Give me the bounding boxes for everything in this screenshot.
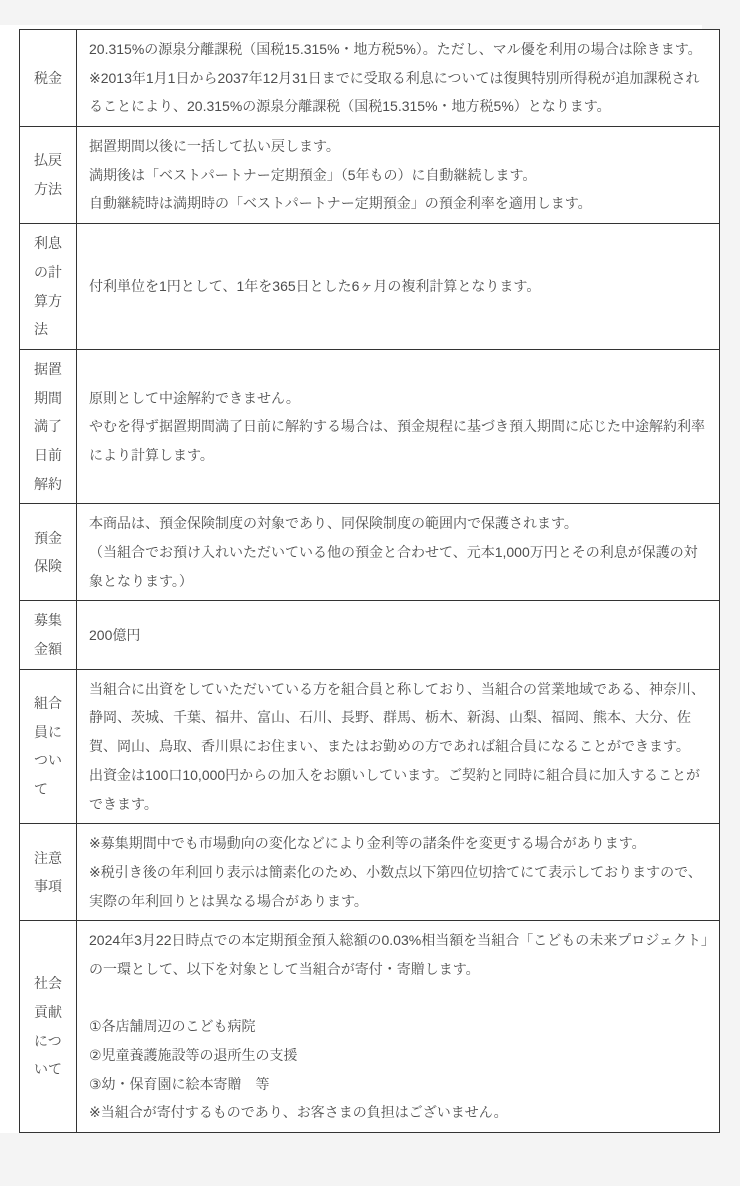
row-header-early-termination [20,349,77,503]
table-row-membership [20,669,720,823]
cell-paragraph: 20.315%の源泉分離課税（国税15.315%・地方税5%）。ただし、マル優を利用の場合は除きます。 [89,41,702,57]
table-row-social-contribution [20,921,720,1133]
table-row-tax [20,30,720,127]
cell-paragraph: ※税引き後の年利回り表示は簡素化のため、小数点以下第四位切捨てにて表示しておりますので、実際の年利回りとは異なる場合があります。 [89,863,702,909]
row-cell-notes [77,824,720,921]
row-header-label: 社会貢献について [34,975,62,1078]
cell-paragraph: 付利単位を1円として、1年を365日とした6ヶ月の複利計算となります。 [89,278,541,295]
cell-paragraph [89,984,708,1013]
cell-paragraph: 原則として中途解約できません。 [89,389,300,406]
cell-paragraph: ※2013年1月1日から2037年12月31日までに受取る利息については復興特別所得税が追加課税されることにより、20.315%の源泉分離課税（国税15.315%・地方税5%）となります。 [89,69,700,115]
table-row-interest-calculation [20,224,720,350]
row-header-refund-method [20,127,77,224]
cell-paragraph: （当組合でお預け入れいただいている他の預金と合わせて、元本1,000万円とその利息が保護の対象となります。） [89,544,698,589]
row-header-notes [20,824,77,921]
row-cell-membership [77,669,720,823]
row-header-label: 預金保険 [34,529,62,575]
row-cell-deposit-insurance [77,504,720,601]
row-header-label: 利息の計算方法 [34,235,62,338]
table-row-deposit-insurance [20,504,720,601]
cell-paragraph: やむを得ず据置期間満了日前に解約する場合は、預金規程に基づき預入期間に応じた中途解約利率により計算します。 [89,418,705,463]
cell-paragraph: 据置期間以後に一括して払い戻します。 [89,138,340,155]
row-header-interest-calculation [20,224,77,350]
content-card [0,25,708,1133]
cell-paragraph: 満期後は「ベストパートナー定期預金」（5年もの）に自動継続します。 [89,166,537,183]
row-cell-refund-method [77,127,720,224]
row-header-tax [20,30,77,127]
row-header-offering-amount [20,601,77,669]
cell-paragraph: ①各店舗周辺のこども病院 [89,1018,256,1035]
row-cell-early-termination [77,349,720,503]
cell-paragraph: 本商品は、預金保険制度の対象であり、同保険制度の範囲内で保護されます。 [89,515,578,532]
table-row-notes [20,824,720,921]
row-header-label: 払戻方法 [34,152,62,198]
cell-paragraph: ※当組合が寄付するものであり、お客さまの負担はございません。 [89,1104,508,1121]
table-row-early-termination [20,349,720,503]
cell-paragraph: 自動継続時は満期時の「ベストパートナー定期預金」の預金利率を適用します。 [89,195,592,212]
row-header-social-contribution [20,921,77,1133]
row-header-label: 税金 [34,69,62,86]
cell-paragraph: 当組合に出資をしていただいている方を組合員と称しており、当組合の営業地域である、神奈川、静岡、茨城、千葉、福井、富山、石川、長野、群馬、栃木、新潟、山梨、福岡、熊本、大分、佐賀、岡山、鳥取、香川県にお住まい、またはお勤めの方であれば組合員になることができます。 [89,680,705,755]
cell-paragraph: ※募集期間中でも市場動向の変化などにより金利等の諸条件を変更する場合があります。 [89,835,646,852]
row-cell-tax [77,30,720,127]
cell-paragraph: 2024年3月22日時点での本定期預金預入総額の0.03%相当額を当組合「こどもの未来プロジェクト」の一環として、以下を対象として当組合が寄付・寄贈します。 [89,932,708,977]
row-header-label: 組合員について [34,695,62,798]
cell-paragraph: ③幼・保育園に絵本寄贈 等 [89,1075,270,1092]
row-cell-offering-amount [77,601,720,669]
deposit-product-details-table [19,29,720,1133]
row-header-label: 据置期間満了日前解約 [34,360,62,492]
row-cell-interest-calculation [77,224,720,350]
row-header-label: 募集金額 [34,612,62,658]
cell-paragraph: 出資金は100口10,000円からの加入をお願いしています。ご契約と同時に組合員に加入することができます。 [89,766,701,812]
row-header-membership [20,669,77,823]
table-row-refund-method [20,127,720,224]
table-row-offering-amount [20,601,720,669]
row-cell-social-contribution [77,921,720,1133]
cell-paragraph: 200億円 [89,626,141,643]
row-header-label: 注意事項 [34,849,62,895]
cell-paragraph: ②児童養護施設等の退所生の支援 [89,1047,298,1063]
row-header-deposit-insurance [20,504,77,601]
